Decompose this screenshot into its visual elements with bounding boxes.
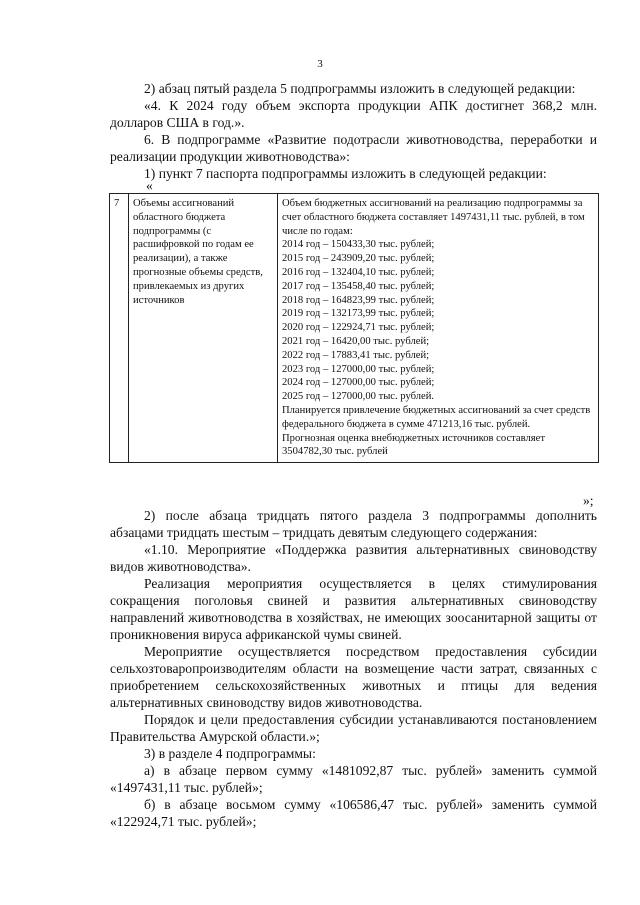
year-line: 2020 год – 122924,71 тыс. рублей;	[282, 322, 435, 334]
year-line: 2016 год – 132404,10 тыс. рублей;	[282, 266, 435, 278]
bottom-text-block	[110, 507, 597, 830]
paragraph: а) в абзаце первом сумму «1481092,87 тыс. рублей» заменить суммой «1497431,11 тыс. рублей»;	[110, 763, 597, 795]
row-name-cell: Объемы ассигнований областного бюджета подпрограммы (с расшифровкой по годам ее реализации), а также прогнозные объемы средств, привлекаемых из других источников	[129, 194, 278, 463]
paragraph: 3) в разделе 4 подпрограммы:	[144, 746, 316, 761]
paragraph: «1.10. Мероприятие «Поддержка развития альтернативных свиноводству видов животноводства».	[110, 542, 597, 574]
paragraph: 6. В подпрограмме «Развитие подотрасли животноводства, переработки и реализации продукции животноводства»:	[110, 132, 597, 164]
paragraph: Реализация мероприятия осуществляется в целях стимулирования сокращения поголовья свиней и развития альтернативных свиноводству направлений животноводства в хозяйствах, не имеющих зоосанитарной защиты от проникновения вируса африканской чумы свиней.	[110, 576, 597, 642]
year-line: 2017 год – 135458,40 тыс. рублей;	[282, 280, 435, 292]
year-line: 2025 год – 127000,00 тыс. рублей.	[282, 391, 435, 403]
paragraph: 2) после абзаца тридцать пятого раздела 3 подпрограммы дополнить абзацами тридцать шестым – тридцать девятым следующего содержания:	[110, 508, 597, 540]
year-line: 2023 год – 127000,00 тыс. рублей;	[282, 363, 435, 375]
year-line: 2024 год – 127000,00 тыс. рублей;	[282, 377, 435, 389]
year-line: 2014 год – 150433,30 тыс. рублей;	[282, 239, 435, 251]
passport-table	[109, 193, 599, 463]
page-number: 3	[317, 58, 323, 70]
paragraph: «4. К 2024 году объем экспорта продукции АПК достигнет 368,2 млн. долларов США в год.».	[110, 98, 597, 130]
year-line: 2022 год – 17883,41 тыс. рублей;	[282, 349, 430, 361]
top-text-block	[110, 80, 597, 182]
year-line: 2015 год – 243909,20 тыс. рублей;	[282, 253, 435, 265]
row-number-cell: 7	[110, 194, 129, 463]
year-line: 2018 год – 164823,99 тыс. рублей;	[282, 294, 435, 306]
extrabudget-note: Прогнозная оценка внебюджетных источников составляет 3504782,30 тыс. рублей	[282, 432, 545, 458]
paragraph: б) в абзаце восьмом сумму «106586,47 тыс. рублей» заменить суммой «122924,71 тыс. рублей»;	[110, 797, 597, 829]
paragraph: Мероприятие осуществляется посредством предоставления субсидии сельхозтоваропроизводителям области на возмещение части затрат, связанных с приобретением сельскохозяйственных животных и птицы для ведения альтернативных свиноводству видов животноводства.	[110, 644, 597, 710]
paragraph: Порядок и цели предоставления субсидии устанавливаются постановлением Правительства Амурской области.»;	[110, 712, 597, 744]
year-line: 2021 год – 16420,00 тыс. рублей;	[282, 335, 430, 347]
opening-quote: «	[146, 178, 153, 193]
year-line: 2019 год – 132173,99 тыс. рублей;	[282, 308, 435, 320]
table-row	[110, 194, 599, 463]
paragraph: 2) абзац пятый раздела 5 подпрограммы изложить в следующей редакции:	[144, 81, 576, 96]
closing-quote: »;	[583, 493, 594, 508]
row-value-cell	[278, 194, 599, 463]
federal-funding-note: Планируется привлечение бюджетных ассигнований за счет средств федерального бюджета в сумме 471213,16 тыс. рублей.	[282, 404, 591, 430]
paragraph: 1) пункт 7 паспорта подпрограммы изложить в следующей редакции:	[144, 166, 547, 181]
allocation-intro: Объем бюджетных ассигнований на реализацию подпрограммы за счет областного бюджета составляет 1497431,11 тыс. рублей, в том числе по годам:	[282, 198, 585, 237]
